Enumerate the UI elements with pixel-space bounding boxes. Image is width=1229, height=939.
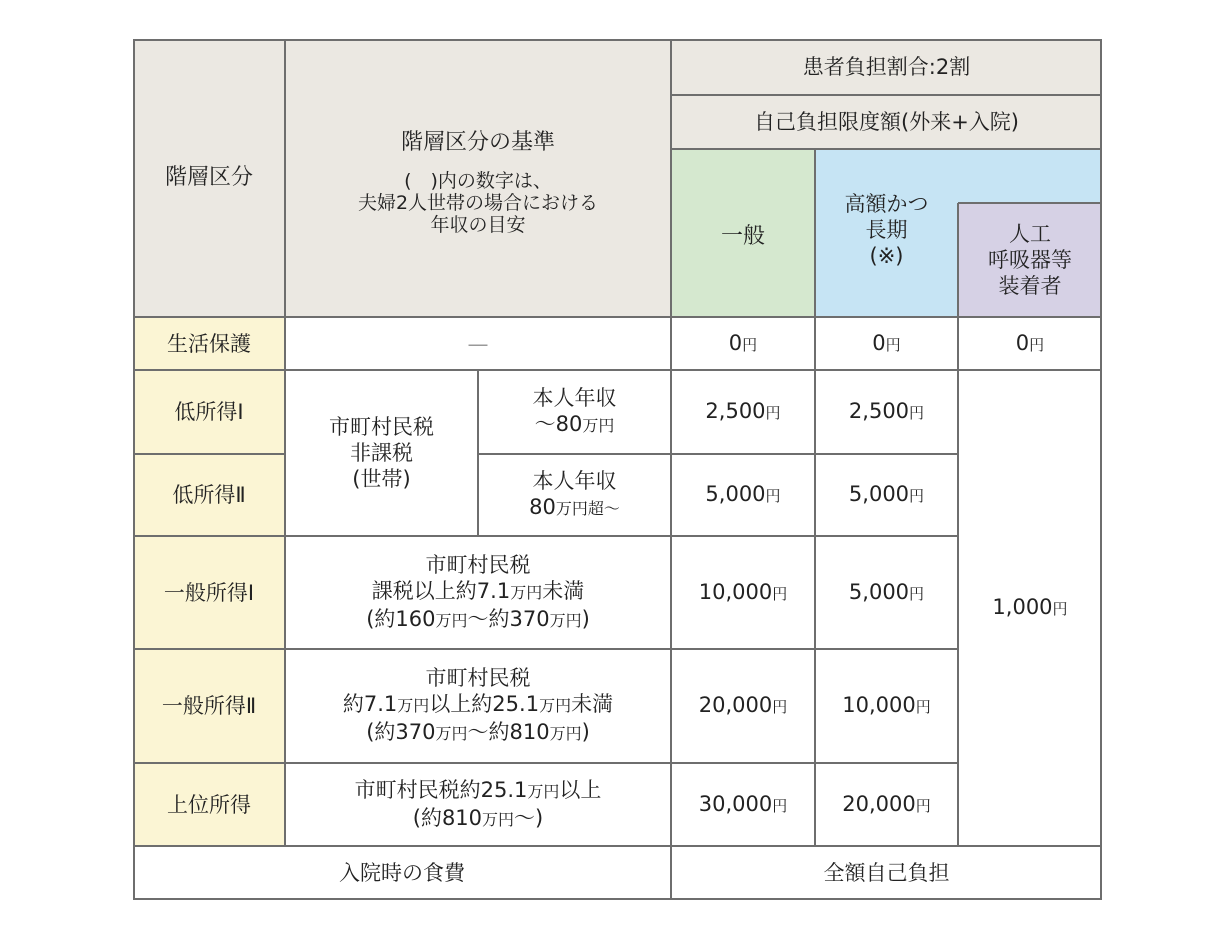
header-ratio [671,39,1102,95]
row-low2-high [815,454,958,536]
header-general [671,149,815,317]
row-upper-criteria [285,763,671,846]
gen2-line-3b: 万円 [435,724,468,743]
meal-label: 入院時の食費 [339,861,465,885]
row-meal-value [671,846,1102,900]
gen1-line-3c: 〜約370 [467,606,550,631]
criteria-note-3: 年収の目安 [430,214,526,236]
gen1-line-2b: 万円 [510,582,543,602]
row-low2-general [671,454,815,536]
row-gen2-criteria [285,649,671,763]
row-gen1-general [671,536,815,649]
upper-line-2c: 〜) [514,805,544,830]
vent-shared-value: 1,000 [992,595,1053,619]
welfare-high-value: 0 [872,330,886,355]
grid-line [957,370,959,846]
yen-unit: 円 [909,404,925,422]
gen1-line-3e: ) [581,606,590,631]
high-line-1: 高額かつ [844,192,929,216]
gen2-high-value: 10,000 [842,693,916,717]
gen1-line-1: 市町村民税 [425,552,531,577]
limit-label: 自己負担限度額(外来+入院) [754,110,1019,134]
grid-line [133,453,285,455]
row-welfare-high [815,317,958,370]
criteria-note-1: ( )内の数字は、 [404,170,552,192]
low1-general-value: 2,500 [705,399,766,423]
high-line-3: (※) [869,244,904,268]
vent-line-2: 呼吸器等 [988,248,1072,272]
low-shared-line-3: (世帯) [352,467,411,491]
row-upper-general [671,763,815,846]
low1-income-1: 本人年収 [532,386,617,410]
gen2-general-value: 20,000 [698,693,773,717]
yen-unit: 円 [772,796,788,815]
header-category [133,39,285,317]
welfare-vent-value: 0 [1015,330,1030,355]
gen1-line-2a: 課税以上約7.1 [371,578,511,603]
gen1-high-value: 5,000 [848,579,910,604]
row-welfare-criteria [285,317,671,370]
row-welfare-label [133,317,285,370]
row-upper-high [815,763,958,846]
gen2-line-3c: 〜約810 [467,720,550,744]
grid-line [670,39,672,900]
low-shared-line-1: 市町村民税 [329,415,434,439]
low1-high-value: 2,500 [848,399,910,423]
gen2-line-2b: 万円 [397,696,430,715]
low2-label: 低所得Ⅱ [172,483,246,507]
yen-unit: 円 [772,698,788,716]
gen1-line-3a: (約160 [366,606,436,631]
row-welfare-general [671,317,815,370]
grid-line [958,202,1102,204]
upper-line-2a: (約810 [412,805,483,830]
row-welfare-vent [958,317,1102,370]
yen-unit: 円 [909,584,925,603]
yen-unit: 円 [1029,335,1045,354]
high-line-2: 長期 [865,218,908,242]
gen2-line-3a: (約370 [366,720,436,744]
low2-income-1: 本人年収 [532,469,617,493]
grid-line [478,453,958,455]
header-limit [671,95,1102,149]
grid-line [957,203,959,370]
high-long-heading [815,180,958,280]
grid-line [671,148,1102,150]
low1-label: 低所得Ⅰ [174,400,244,424]
row-gen2-label [133,649,285,763]
header-criteria [285,39,671,317]
low1-income-unit: 万円 [582,416,615,435]
low2-general-value: 5,000 [705,482,766,506]
gen2-line-2d: 万円 [539,696,572,715]
yen-unit: 円 [915,698,931,716]
ratio-label: 患者負担割合:2割 [802,55,971,79]
header-ventilator [958,203,1102,317]
row-low1-income [478,370,671,454]
row-low1-general [671,370,815,454]
row-low1-high [815,370,958,454]
row-upper-label [133,763,285,846]
row-gen1-high [815,536,958,649]
upper-line-2b: 万円 [482,809,515,829]
welfare-criteria: — [467,331,489,356]
gen2-line-2e: 未満 [571,692,614,716]
welfare-label: 生活保護 [167,331,251,356]
row-gen1-criteria [285,536,671,649]
upper-label: 上位所得 [167,792,251,817]
yen-unit: 円 [772,584,788,603]
low2-income-unit: 万円超〜 [555,499,620,518]
yen-unit: 円 [885,335,901,354]
upper-high-value: 20,000 [842,791,916,816]
gen1-line-3b: 万円 [435,610,468,630]
gen1-line-2c: 未満 [542,578,585,603]
row-low2-label [133,454,285,536]
low2-high-value: 5,000 [848,482,910,506]
general-heading: 一般 [720,224,765,249]
grid-line [814,149,816,846]
vent-line-1: 人工 [1009,222,1051,246]
gen2-line-1: 市町村民税 [425,666,531,690]
gen2-line-3d: 万円 [549,724,582,743]
grid-line [133,535,958,537]
row-low1-label [133,370,285,454]
gen1-label: 一般所得Ⅰ [163,580,255,605]
row-gen2-high [815,649,958,763]
yen-unit: 円 [765,404,781,422]
yen-unit: 円 [915,796,931,815]
upper-line-1c: 以上 [559,777,602,802]
row-low2-income [478,454,671,536]
low1-income-2: 〜80 [534,412,583,436]
grid-line [133,648,958,650]
yen-unit: 円 [765,487,781,505]
yen-unit: 円 [1052,600,1068,618]
low2-income-2: 80 [529,495,556,519]
row-meal-label [133,846,671,900]
grid-line [477,370,479,536]
upper-line-1b: 万円 [527,781,560,801]
row-gen2-general [671,649,815,763]
yen-unit: 円 [909,487,925,505]
low-shared-line-2: 非課税 [350,441,413,465]
row-low-shared-criteria [285,370,478,536]
criteria-title: 階層区分の基準 [400,130,555,155]
criteria-note-2: 夫婦2人世帯の場合における [357,192,599,214]
grid-line [284,39,286,846]
row-vent-shared [958,370,1102,846]
vent-line-3: 装着者 [998,274,1062,298]
gen2-line-2a: 約7.1 [342,692,398,716]
gen1-line-3d: 万円 [549,610,582,630]
gen2-label: 一般所得Ⅱ [161,694,257,718]
gen2-line-3e: ) [581,720,590,744]
upper-general-value: 30,000 [698,791,773,816]
grid-line [671,94,1102,96]
grid-line [133,762,958,764]
welfare-general-value: 0 [728,330,743,355]
category-heading: 階層区分 [164,165,253,190]
yen-unit: 円 [742,335,758,354]
gen1-general-value: 10,000 [698,579,773,604]
row-gen1-label [133,536,285,649]
meal-value: 全額自己負担 [823,861,950,885]
gen2-line-2c: 以上約25.1 [429,692,540,716]
upper-line-1a: 市町村民税約25.1 [354,777,528,802]
